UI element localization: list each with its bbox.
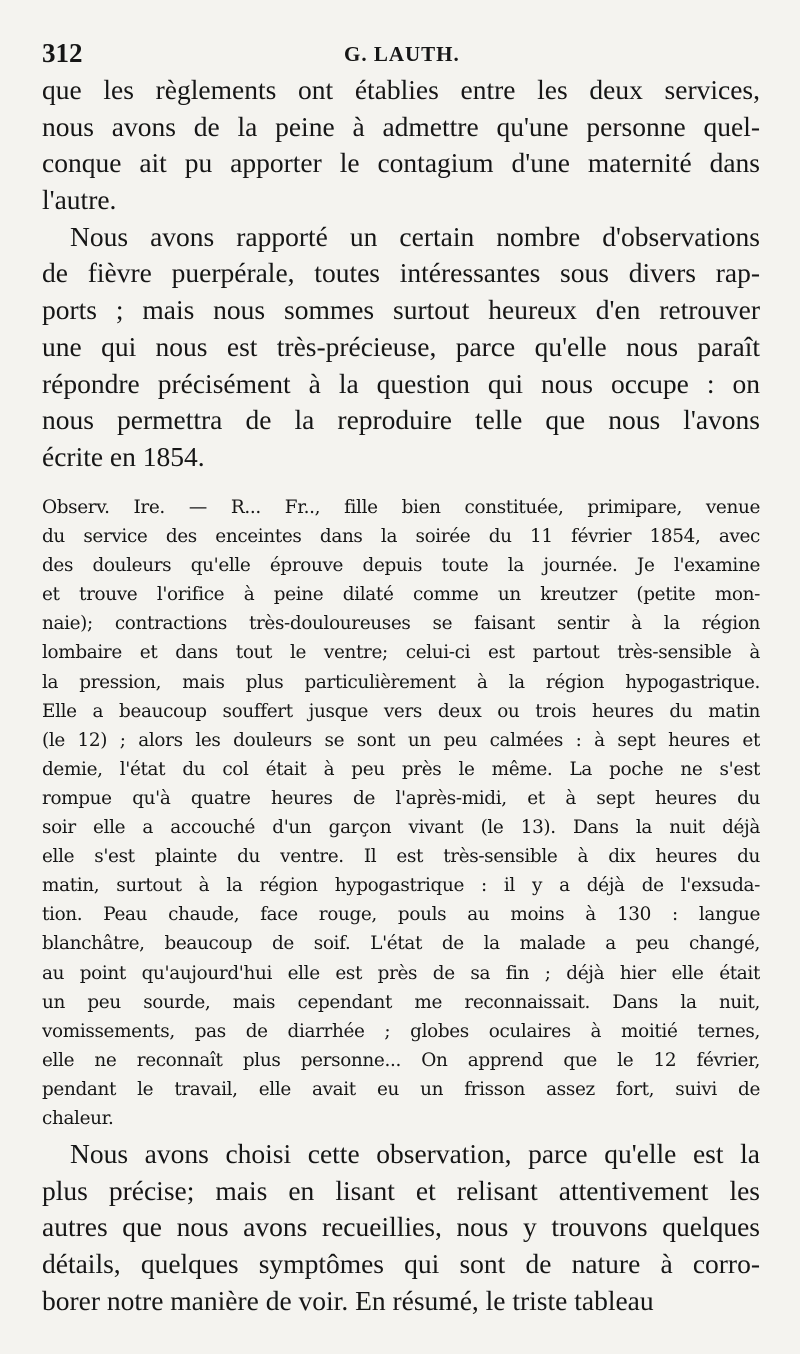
text-line: tion. Peau chaude, face rouge, pouls au moins à 130 : langue bbox=[42, 904, 760, 926]
text-line: chaleur. bbox=[42, 1107, 114, 1129]
text-line: rompue qu'à quatre heures de l'après-midi, et à sept heures du bbox=[42, 787, 760, 809]
text-line: pendant le travail, elle avait eu un frisson assez fort, suivi de bbox=[42, 1078, 760, 1100]
observation-block bbox=[42, 493, 760, 1133]
body-text-bottom bbox=[42, 1136, 760, 1319]
text-line: un peu sourde, mais cependant me reconnaissait. Dans la nuit, bbox=[42, 991, 760, 1013]
text-line: détails, quelques symptômes qui sont de nature à corro- bbox=[42, 1248, 760, 1280]
paragraph-2 bbox=[42, 219, 760, 476]
text-line: borer notre manière de voir. En résumé, le triste tableau bbox=[42, 1284, 654, 1316]
text-line: matin, surtout à la région hypogastrique : il y a déjà de l'exsuda- bbox=[42, 875, 760, 897]
text-line: blanchâtre, beaucoup de soif. L'état de la malade a peu changé, bbox=[42, 933, 760, 955]
text-line: répondre précisément à la question qui nous occupe : on bbox=[42, 367, 760, 399]
text-line: nous permettra de la reproduire telle que nous l'avons bbox=[42, 404, 760, 436]
text-line: elle s'est plainte du ventre. Il est très-sensible à dix heures du bbox=[42, 846, 760, 868]
text-line: du service des enceintes dans la soirée du 11 février 1854, avec bbox=[42, 526, 760, 548]
text-line: lombaire et dans tout le ventre; celui-ci est partout très-sensible à bbox=[42, 642, 760, 664]
body-text-top bbox=[42, 72, 760, 476]
text-line: ports ; mais nous sommes surtout heureux d'en retrouver bbox=[42, 294, 760, 326]
text-line: naie); contractions très-douloureuses se faisant sentir à la région bbox=[42, 613, 760, 635]
text-line: écrite en 1854. bbox=[42, 440, 205, 472]
paragraph-3 bbox=[42, 1136, 760, 1319]
observation-paragraph bbox=[42, 493, 760, 1133]
text-line: Observ. Ire. — R... Fr.., fille bien constituée, primipare, venue bbox=[42, 497, 760, 518]
text-line: Elle a beaucoup souffert jusque vers deux ou trois heures du matin bbox=[42, 700, 760, 722]
text-line: et trouve l'orifice à peine dilaté comme un kreutzer (petite mon- bbox=[42, 584, 760, 606]
text-line: des douleurs qu'elle éprouve depuis toute la journée. Je l'examine bbox=[42, 555, 760, 577]
text-line: autres que nous avons recueillies, nous y trouvons quelques bbox=[42, 1211, 760, 1243]
text-line: plus précise; mais en lisant et relisant attentivement les bbox=[42, 1174, 760, 1206]
text-line: demie, l'état du col était à peu près le même. La poche ne s'est bbox=[42, 758, 760, 780]
text-line: une qui nous est très-précieuse, parce qu'elle nous paraît bbox=[42, 330, 760, 362]
text-line: nous avons de la peine à admettre qu'une personne quel- bbox=[42, 110, 760, 142]
text-line: que les règlements ont établies entre les deux services, bbox=[42, 74, 760, 105]
text-line: au point qu'aujourd'hui elle est près de sa fin ; déjà hier elle était bbox=[42, 962, 760, 984]
page-number: 312 bbox=[42, 38, 83, 68]
text-line: vomissements, pas de diarrhée ; globes oculaires à moitié ternes, bbox=[42, 1020, 760, 1042]
text-line: soir elle a accouché d'un garçon vivant (le 13). Dans la nuit déjà bbox=[42, 817, 760, 839]
text-line: l'autre. bbox=[42, 184, 117, 216]
text-line: de fièvre puerpérale, toutes intéressantes sous divers rap- bbox=[42, 257, 760, 289]
page-header bbox=[42, 30, 760, 70]
text-line: la pression, mais plus particulièrement à la région hypogastrique. bbox=[42, 671, 760, 693]
running-head: G. LAUTH. bbox=[344, 42, 460, 66]
text-line: Nous avons choisi cette observation, parce qu'elle est la bbox=[70, 1138, 760, 1169]
text-line: (le 12) ; alors les douleurs se sont un peu calmées : à sept heures et bbox=[42, 729, 760, 751]
text-line: elle ne reconnaît plus personne... On apprend que le 12 février, bbox=[42, 1049, 760, 1071]
text-line: Nous avons rapporté un certain nombre d'observations bbox=[70, 220, 760, 252]
text-line: conque ait pu apporter le contagium d'une maternité dans bbox=[42, 147, 760, 179]
paragraph-1 bbox=[42, 72, 760, 219]
